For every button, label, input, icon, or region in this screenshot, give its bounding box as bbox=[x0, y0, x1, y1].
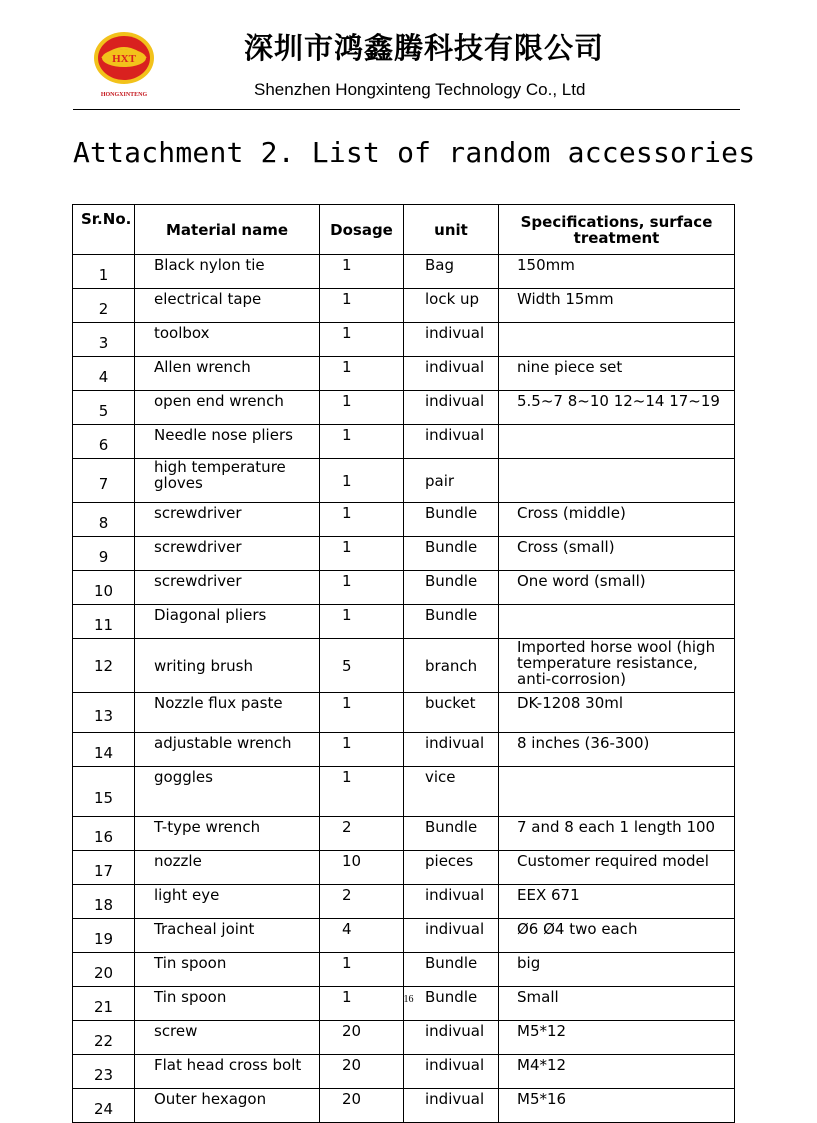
specification: Cross (middle) bbox=[499, 503, 735, 537]
specification: 7 and 8 each 1 length 100 bbox=[499, 817, 735, 851]
unit: indivual bbox=[404, 1055, 499, 1089]
specification: M5*12 bbox=[499, 1021, 735, 1055]
row-number: 1 bbox=[73, 255, 135, 289]
material-name: screwdriver bbox=[135, 537, 320, 571]
unit: indivual bbox=[404, 733, 499, 767]
unit: Bundle bbox=[404, 953, 499, 987]
table-row bbox=[73, 605, 735, 639]
unit: Bag bbox=[404, 255, 499, 289]
material-name: Tracheal joint bbox=[135, 919, 320, 953]
table-row bbox=[73, 639, 735, 693]
material-name: Needle nose pliers bbox=[135, 425, 320, 459]
row-number: 11 bbox=[73, 605, 135, 639]
unit: lock up bbox=[404, 289, 499, 323]
row-number: 24 bbox=[73, 1089, 135, 1123]
unit: Bundle bbox=[404, 537, 499, 571]
table-row bbox=[73, 1055, 735, 1089]
table-row bbox=[73, 357, 735, 391]
dosage: 1 bbox=[320, 767, 404, 817]
dosage: 10 bbox=[320, 851, 404, 885]
unit: indivual bbox=[404, 885, 499, 919]
material-name: toolbox bbox=[135, 323, 320, 357]
dosage: 1 bbox=[320, 255, 404, 289]
row-number: 16 bbox=[73, 817, 135, 851]
row-number: 8 bbox=[73, 503, 135, 537]
header-material-name: Material name bbox=[135, 205, 320, 255]
dosage: 20 bbox=[320, 1021, 404, 1055]
row-number: 7 bbox=[73, 459, 135, 503]
table-header-row bbox=[73, 205, 735, 255]
specification bbox=[499, 425, 735, 459]
company-name-english: Shenzhen Hongxinteng Technology Co., Ltd bbox=[254, 80, 586, 99]
specification bbox=[499, 767, 735, 817]
material-name: open end wrench bbox=[135, 391, 320, 425]
table-row bbox=[73, 323, 735, 357]
specification: Ø6 Ø4 two each bbox=[499, 919, 735, 953]
unit: indivual bbox=[404, 1089, 499, 1123]
material-name: Tin spoon bbox=[135, 987, 320, 1021]
specification: big bbox=[499, 953, 735, 987]
specification: Width 15mm bbox=[499, 289, 735, 323]
unit: indivual bbox=[404, 357, 499, 391]
row-number: 6 bbox=[73, 425, 135, 459]
table-row bbox=[73, 255, 735, 289]
dosage: 2 bbox=[320, 817, 404, 851]
unit: vice bbox=[404, 767, 499, 817]
dosage: 1 bbox=[320, 503, 404, 537]
material-name: screwdriver bbox=[135, 571, 320, 605]
unit: branch bbox=[404, 639, 499, 693]
dosage: 2 bbox=[320, 885, 404, 919]
dosage: 5 bbox=[320, 639, 404, 693]
specification: DK-1208 30ml bbox=[499, 693, 735, 733]
specification: M4*12 bbox=[499, 1055, 735, 1089]
material-name: Black nylon tie bbox=[135, 255, 320, 289]
specification: Customer required model bbox=[499, 851, 735, 885]
dosage: 20 bbox=[320, 1089, 404, 1123]
specification: Imported horse wool (high temperature resistance, anti-corrosion) bbox=[499, 639, 735, 693]
table-row bbox=[73, 817, 735, 851]
row-number: 10 bbox=[73, 571, 135, 605]
unit: indivual bbox=[404, 1021, 499, 1055]
row-number: 9 bbox=[73, 537, 135, 571]
material-name: light eye bbox=[135, 885, 320, 919]
material-name: screwdriver bbox=[135, 503, 320, 537]
specification: M5*16 bbox=[499, 1089, 735, 1123]
unit: Bundle bbox=[404, 605, 499, 639]
dosage: 1 bbox=[320, 987, 404, 1021]
table-row bbox=[73, 953, 735, 987]
table-row bbox=[73, 391, 735, 425]
material-name: nozzle bbox=[135, 851, 320, 885]
table-row bbox=[73, 693, 735, 733]
header-specifications: Specifications, surface treatment bbox=[499, 205, 735, 255]
row-number: 12 bbox=[73, 639, 135, 693]
table-row bbox=[73, 1089, 735, 1123]
dosage: 1 bbox=[320, 357, 404, 391]
material-name: high temperature gloves bbox=[135, 459, 320, 503]
row-number: 18 bbox=[73, 885, 135, 919]
table-row bbox=[73, 459, 735, 503]
dosage: 4 bbox=[320, 919, 404, 953]
dosage: 1 bbox=[320, 391, 404, 425]
logo-text: HXT bbox=[112, 53, 136, 65]
row-number: 19 bbox=[73, 919, 135, 953]
dosage: 20 bbox=[320, 1055, 404, 1089]
specification: nine piece set bbox=[499, 357, 735, 391]
row-number: 20 bbox=[73, 953, 135, 987]
material-name: Nozzle flux paste bbox=[135, 693, 320, 733]
specification: EEX 671 bbox=[499, 885, 735, 919]
material-name: electrical tape bbox=[135, 289, 320, 323]
unit: indivual bbox=[404, 391, 499, 425]
specification: One word (small) bbox=[499, 571, 735, 605]
material-name: Flat head cross bolt bbox=[135, 1055, 320, 1089]
unit: pair bbox=[404, 459, 499, 503]
table-row bbox=[73, 767, 735, 817]
table-row bbox=[73, 289, 735, 323]
table-row bbox=[73, 733, 735, 767]
dosage: 1 bbox=[320, 605, 404, 639]
unit: indivual bbox=[404, 323, 499, 357]
company-logo-icon bbox=[88, 28, 160, 100]
header-dosage: Dosage bbox=[320, 205, 404, 255]
page-header bbox=[0, 0, 817, 112]
table-row bbox=[73, 571, 735, 605]
unit: Bundle bbox=[404, 571, 499, 605]
unit: pieces bbox=[404, 851, 499, 885]
dosage: 1 bbox=[320, 537, 404, 571]
header-unit: unit bbox=[404, 205, 499, 255]
material-name: writing brush bbox=[135, 639, 320, 693]
row-number: 15 bbox=[73, 767, 135, 817]
table-row bbox=[73, 503, 735, 537]
logo-caption: HONGXINTENG bbox=[100, 92, 148, 98]
specification bbox=[499, 459, 735, 503]
unit: indivual bbox=[404, 919, 499, 953]
row-number: 23 bbox=[73, 1055, 135, 1089]
material-name: goggles bbox=[135, 767, 320, 817]
header-divider bbox=[73, 109, 740, 110]
table-row bbox=[73, 1021, 735, 1055]
dosage: 1 bbox=[320, 459, 404, 503]
unit: Bundle bbox=[404, 503, 499, 537]
document-title: Attachment 2. List of random accessories bbox=[73, 136, 756, 169]
row-number: 4 bbox=[73, 357, 135, 391]
company-name-chinese: 深圳市鸿鑫腾科技有限公司 bbox=[244, 31, 605, 65]
row-number: 2 bbox=[73, 289, 135, 323]
table-row bbox=[73, 537, 735, 571]
table-row bbox=[73, 885, 735, 919]
material-name: Outer hexagon bbox=[135, 1089, 320, 1123]
specification: 5.5~7 8~10 12~14 17~19 bbox=[499, 391, 735, 425]
row-number: 21 bbox=[73, 987, 135, 1021]
table-row bbox=[73, 919, 735, 953]
material-name: T-type wrench bbox=[135, 817, 320, 851]
material-name: Allen wrench bbox=[135, 357, 320, 391]
dosage: 1 bbox=[320, 571, 404, 605]
specification bbox=[499, 605, 735, 639]
row-number: 3 bbox=[73, 323, 135, 357]
dosage: 1 bbox=[320, 733, 404, 767]
row-number: 14 bbox=[73, 733, 135, 767]
unit: bucket bbox=[404, 693, 499, 733]
specification: 8 inches (36-300) bbox=[499, 733, 735, 767]
specification: Cross (small) bbox=[499, 537, 735, 571]
table-row bbox=[73, 425, 735, 459]
accessories-table bbox=[72, 204, 735, 1123]
dosage: 1 bbox=[320, 425, 404, 459]
dosage: 1 bbox=[320, 323, 404, 357]
row-number: 13 bbox=[73, 693, 135, 733]
row-number: 5 bbox=[73, 391, 135, 425]
specification: Small bbox=[499, 987, 735, 1021]
material-name: Tin spoon bbox=[135, 953, 320, 987]
table-row bbox=[73, 851, 735, 885]
unit: Bundle bbox=[404, 987, 499, 1021]
unit: Bundle bbox=[404, 817, 499, 851]
specification bbox=[499, 323, 735, 357]
header-srno: Sr.No. bbox=[73, 205, 135, 255]
material-name: adjustable wrench bbox=[135, 733, 320, 767]
material-name: Diagonal pliers bbox=[135, 605, 320, 639]
material-name: screw bbox=[135, 1021, 320, 1055]
row-number: 22 bbox=[73, 1021, 135, 1055]
page-number: 16 bbox=[403, 994, 414, 1005]
dosage: 1 bbox=[320, 693, 404, 733]
unit: indivual bbox=[404, 425, 499, 459]
dosage: 1 bbox=[320, 289, 404, 323]
row-number: 17 bbox=[73, 851, 135, 885]
dosage: 1 bbox=[320, 953, 404, 987]
specification: 150mm bbox=[499, 255, 735, 289]
